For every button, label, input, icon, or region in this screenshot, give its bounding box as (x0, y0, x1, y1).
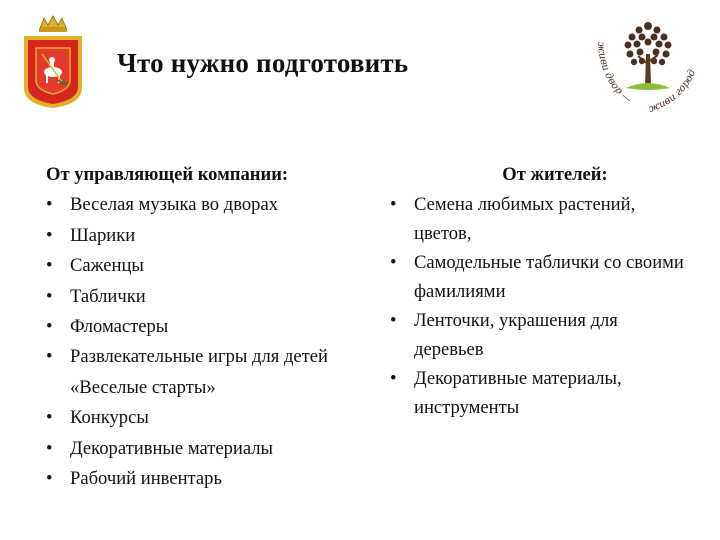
list-item: • Веселая музыка во дворах (46, 190, 346, 220)
list-item: • Развлекательные игры для детей «Веселые старты» (46, 342, 346, 403)
list-item: • Ленточки, украшения для деревьев (390, 306, 690, 364)
list-item: • Самодельные таблички со своими фамилиями (390, 248, 690, 306)
bullet-list (390, 190, 690, 422)
list-item: • Декоративные материалы, инструменты (390, 364, 690, 422)
list-item: • Рабочий инвентарь (46, 464, 346, 494)
column-heading: От жителей: (502, 164, 608, 185)
slide-title: Что нужно подготовить (117, 48, 409, 78)
residents-column (390, 160, 690, 422)
svg-text:живи город: живи город (647, 68, 699, 115)
tree-logo (590, 12, 706, 124)
coat-of-arms-logo (18, 14, 88, 110)
list-item: • Шарики (46, 221, 346, 251)
bullet-list (46, 190, 346, 494)
list-item: • Фломастеры (46, 312, 346, 342)
list-item: • Саженцы (46, 251, 346, 281)
list-item: • Семена любимых растений, цветов, (390, 190, 690, 248)
list-item: • Конкурсы (46, 403, 346, 433)
list-item: • Декоративные материалы (46, 434, 346, 464)
column-heading: От управляющей компании: (46, 164, 289, 185)
list-item: • Таблички (46, 282, 346, 312)
svg-text:живи двор —: живи двор — (594, 41, 634, 106)
management-company-column (46, 160, 346, 494)
